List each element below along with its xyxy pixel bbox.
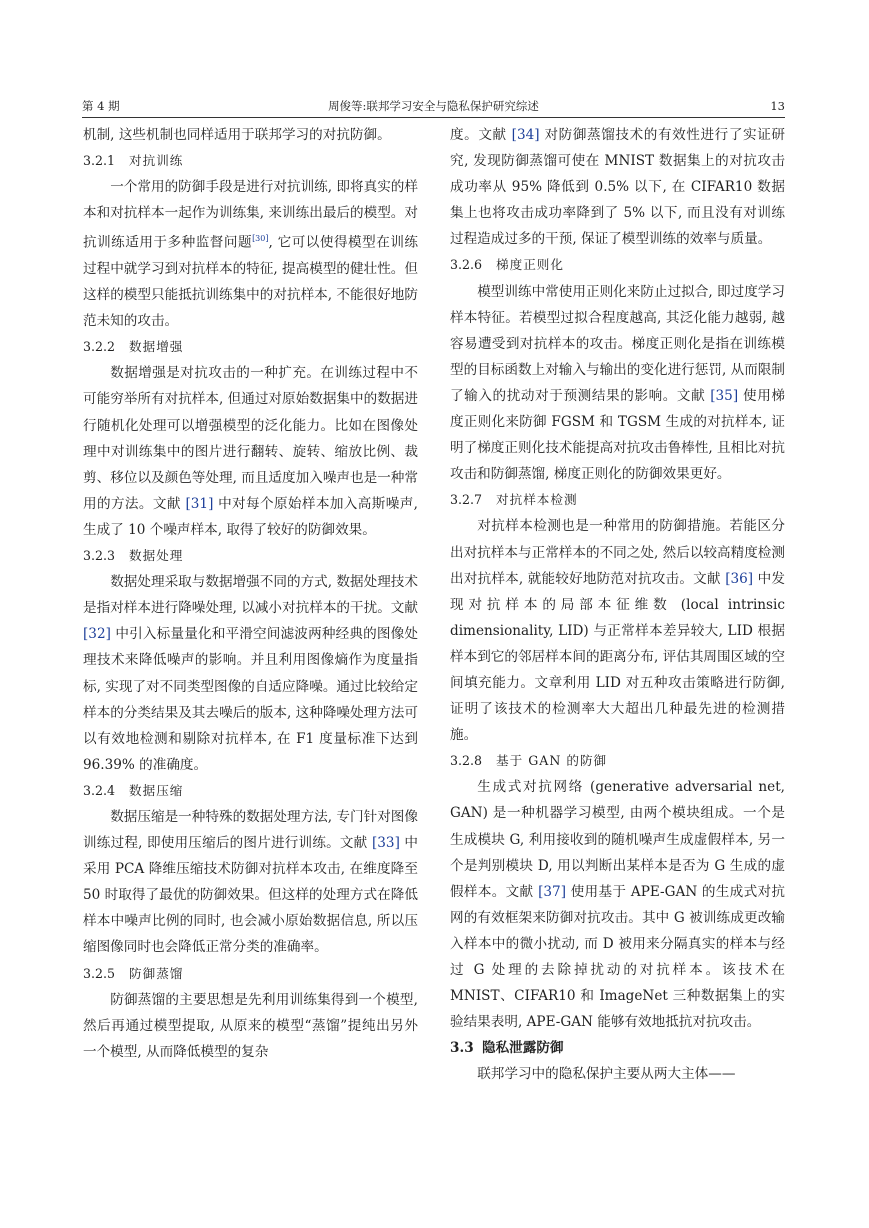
section-heading-3-2-7 bbox=[450, 487, 785, 513]
text-run: 中发现对抗样本的局部本征维数 (local intrinsic dimensionality, LID) 与正常样本差异较大, LID 根据样本到它的邻居样本间的距离分布, 评估其周围区域的空间填充能力。文章利用 LID 对五种攻击策略进行防御, 证明了该技术的检测率大大超出几种最先进的检测措施。 bbox=[450, 570, 785, 744]
running-header bbox=[82, 96, 785, 116]
section-title: 数据处理 bbox=[129, 548, 184, 564]
citation-link[interactable]: [36] bbox=[725, 570, 754, 587]
section-heading-3-2-8 bbox=[450, 748, 785, 774]
paragraph: 防御蒸馏的主要思想是先利用训练集得到一个模型, 然后再通过模型提取, 从原来的模型“蒸馏”提纯出另外一个模型, 从而降低模型的复杂 bbox=[83, 991, 418, 1060]
text-run: 中引入标量量化和平滑空间滤波两种经典的图像处理技术来降低噪声的影响。并且利用图像熵作为度量指标, 实现了对不同类型图像的自适应降噪。通过比较给定样本的分类结果及其去噪后的版本, 这种降噪处理方法可以有效地检测和剔除对抗样本, 在 F1 度量标准下达到 96.39% 的准确度。 bbox=[83, 626, 418, 773]
section-title: 数据压缩 bbox=[129, 782, 184, 798]
citation-link[interactable]: [32] bbox=[83, 626, 111, 643]
text-run: 数据增强是对抗攻击的一种扩充。在训练过程中不可能穷举所有对抗样本, 但通过对原始数据集中的数据进行随机化处理可以增强模型的泛化能力。比如在图像处理中对训练集中的图片进行翻转、旋转、缩放比例、裁剪、移位以及颜色等处理, 而且适度加入噪声也是一种常用的方法。文献 bbox=[83, 365, 418, 512]
section-title: 梯度正则化 bbox=[496, 257, 564, 273]
header-rule bbox=[82, 117, 785, 118]
section-number: 3.2.8 bbox=[450, 753, 483, 769]
section-heading-3-3 bbox=[450, 1035, 785, 1061]
citation-link[interactable]: [31] bbox=[185, 495, 214, 512]
paragraph bbox=[83, 804, 418, 961]
paragraph bbox=[450, 513, 785, 748]
section-number: 3.2.4 bbox=[83, 782, 116, 798]
section-number: 3.2.5 bbox=[83, 965, 116, 981]
paragraph: 机制, 这些机制也同样适用于联邦学习的对抗防御。 bbox=[83, 127, 391, 143]
text-run: 中对每个原始样本加入高斯噪声, 生成了 10 个噪声样本, 取得了较好的防御效果。 bbox=[83, 495, 418, 538]
citation-link[interactable]: [37] bbox=[538, 883, 566, 900]
section-number: 3.3 bbox=[450, 1040, 474, 1057]
text-run: 度。文献 bbox=[450, 127, 512, 143]
text-run: 生成式对抗网络 (generative adversarial net, GAN) 是一种机器学习模型, 由两个模块组成。一个是生成模块 G, 利用接收到的随机噪声生成虚假样本, 另一个是判别模块 D, 用以判断出某样本是否为 G 生成的虚假样本。文献 bbox=[450, 779, 785, 900]
section-heading-3-2-1 bbox=[83, 148, 418, 174]
text-run: 数据处理采取与数据增强不同的方式, 数据处理技术是指对样本进行降噪处理, 以减小对抗样本的干扰。文献 bbox=[83, 574, 418, 617]
text-run: 使用基于 APE-GAN 的生成式对抗网的有效框架来防御对抗攻击。其中 G 被训练成更改输入样本中的微小扰动, 而 D 被用来分隔真实的样本与经过 G 处理的去除掉扰动的对抗样本。该技术在 MNIST、CIFAR10 和 ImageNet 三种数据集上的实验结果表明, APE-GAN 能够有效地抵抗对抗攻击。 bbox=[450, 883, 785, 1031]
citation-link[interactable]: [30] bbox=[252, 234, 269, 244]
section-title: 对抗样本检测 bbox=[496, 492, 578, 508]
section-heading-3-2-6 bbox=[450, 252, 785, 278]
page-number: 13 bbox=[770, 99, 785, 113]
left-column bbox=[83, 122, 418, 1065]
section-number: 3.2.6 bbox=[450, 257, 483, 273]
text-run: 模型训练中常使用正则化来防止过拟合, 即过度学习样本特征。若模型过拟合程度越高, 其泛化能力越弱, 越容易遭受到对抗样本的攻击。梯度正则化是指在训练模型的目标函数上对输入与输出的变化进行惩罚, 从而限制了输入的扰动对于预测结果的影响。文献 bbox=[450, 283, 785, 404]
text-run: 数据压缩是一种特殊的数据处理方法, 专门针对图像训练过程, 即使用压缩后的图片进行训练。文献 bbox=[83, 808, 418, 852]
right-column bbox=[450, 122, 785, 1087]
issue-label: 第 4 期 bbox=[82, 99, 120, 113]
citation-link[interactable]: [34] bbox=[511, 127, 540, 143]
section-heading-3-2-4 bbox=[83, 778, 418, 804]
paragraph bbox=[450, 122, 785, 252]
section-title: 防御蒸馏 bbox=[129, 965, 184, 981]
citation-link[interactable]: [35] bbox=[710, 387, 739, 404]
paragraph bbox=[450, 279, 785, 488]
section-title: 数据增强 bbox=[129, 339, 184, 355]
citation-link[interactable]: [33] bbox=[371, 835, 400, 852]
paragraph bbox=[83, 174, 418, 334]
text-run: 对抗样本检测也是一种常用的防御措施。若能区分出对抗样本与正常样本的不同之处, 然后以较高精度检测出对抗样本, 就能较好地防范对抗攻击。文献 bbox=[450, 518, 785, 587]
paragraph bbox=[83, 569, 418, 778]
text-run: , 它可以使得模型在训练过程中就学习到对抗样本的特征, 提高模型的健壮性。但这样的模型只能抵抗训练集中的对抗样本, 不能很好地防范未知的攻击。 bbox=[83, 234, 418, 330]
section-number: 3.2.3 bbox=[83, 548, 116, 564]
section-number: 3.2.2 bbox=[83, 339, 116, 355]
section-number: 3.2.1 bbox=[83, 153, 116, 169]
section-number: 3.2.7 bbox=[450, 492, 483, 508]
paragraph: 联邦学习中的隐私保护主要从两大主体—— bbox=[477, 1066, 736, 1083]
section-title: 隐私泄露防御 bbox=[482, 1040, 564, 1057]
text-run: 一个常用的防御手段是进行对抗训练, 即将真实的样本和对抗样本一起作为训练集, 来训练出最后的模型。对抗训练适用于多种监督问题 bbox=[83, 179, 418, 251]
running-title: 周俊等:联邦学习安全与隐私保护研究综述 bbox=[328, 99, 539, 113]
text-run: 中采用 PCA 降维压缩技术防御对抗样本攻击, 在维度降至 50 时取得了最优的防御效果。但这样的处理方式在降低样本中噪声比例的同时, 也会减小原始数据信息, 所以压缩图像同时也会降低正常分类的准确率。 bbox=[83, 835, 418, 956]
section-heading-3-2-2 bbox=[83, 334, 418, 360]
paragraph bbox=[450, 774, 785, 1035]
section-heading-3-2-3 bbox=[83, 543, 418, 569]
paragraph bbox=[83, 360, 418, 543]
text-run: 使用梯度正则化来防御 FGSM 和 TGSM 生成的对抗样本, 证明了梯度正则化技术能提高对抗攻击鲁棒性, 且相比对抗攻击和防御蒸馏, 梯度正则化的防御效果更好。 bbox=[450, 387, 785, 483]
text-run: 对防御蒸馏技术的有效性进行了实证研究, 发现防御蒸馏可使在 MNIST 数据集上的对抗攻击成功率从 95% 降低到 0.5% 以下, 在 CIFAR10 数据集上也将攻击成功率降到了 5% 以下, 而且没有对训练过程造成过多的干预, 保证了模型训练的效率与质量。 bbox=[450, 127, 785, 248]
section-heading-3-2-5 bbox=[83, 961, 418, 987]
section-title: 对抗训练 bbox=[129, 153, 184, 169]
section-title: 基于 GAN 的防御 bbox=[496, 753, 608, 769]
